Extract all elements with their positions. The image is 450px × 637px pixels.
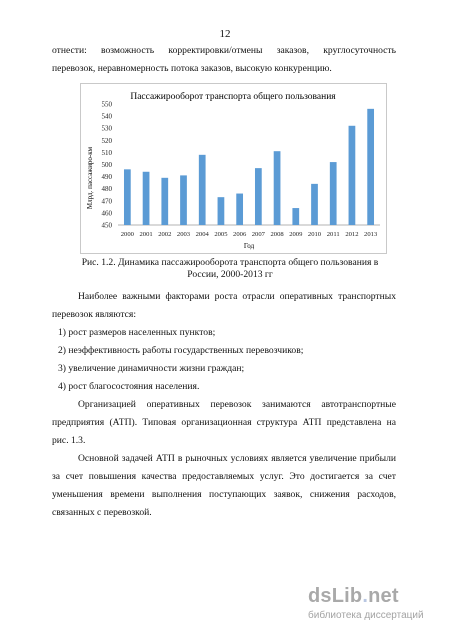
intro-line-2: перевозок, неравномерность потока заказов, высокую конкуренцию. [52, 63, 332, 74]
chart-bar [161, 178, 168, 225]
factors-paragraph [52, 288, 396, 324]
chart-bar [367, 109, 374, 225]
y-tick-label: 470 [101, 197, 112, 206]
factors-list [58, 324, 303, 396]
chart-bar [349, 126, 356, 225]
org-line-3: рис. 1.3. [52, 435, 86, 446]
x-tick-label: 2002 [158, 231, 172, 238]
intro-paragraph [52, 42, 396, 78]
y-tick-label: 550 [101, 100, 112, 109]
x-tick-label: 2003 [176, 231, 191, 238]
watermark-subtitle: библиотека диссертаций [308, 610, 424, 621]
y-tick-label: 520 [101, 136, 112, 145]
chart [80, 83, 387, 254]
x-tick-label: 2011 [326, 231, 340, 238]
figure-caption [70, 257, 390, 281]
y-tick-label: 490 [101, 173, 112, 182]
task-line-1: Основной задачей АТП в рыночных условиях является увеличение прибыли [78, 453, 396, 464]
x-tick-label: 2007 [251, 231, 265, 238]
task-paragraph [52, 450, 396, 522]
x-tick-label: 2000 [120, 231, 134, 238]
task-line-2: за счет повышения качества предоставляемых услуг. Это достигается за счет [52, 471, 396, 482]
x-tick-label: 2010 [307, 231, 322, 238]
x-tick-label: 2001 [139, 231, 153, 238]
x-tick-label: 2013 [364, 231, 378, 238]
watermark-logo [308, 585, 424, 608]
y-tick-label: 540 [101, 112, 112, 121]
y-tick-label: 530 [101, 124, 112, 133]
factors-line-1: Наиболее важными факторами роста отрасли оперативных транспортных [78, 291, 396, 302]
org-line-2: предприятия (АТП). Типовая организационная структура АТП представлена на [52, 417, 396, 428]
y-tick-label: 510 [101, 148, 112, 157]
intro-line-1: отнести: возможность корректировки/отмены заказов, круглосуточность [52, 45, 396, 56]
chart-title: Пассажирооборот транспорта общего пользования [130, 92, 336, 102]
watermark [308, 585, 424, 621]
task-line-4: связанных с перевозкой. [52, 507, 152, 518]
list-item: 3) увеличение динамичности жизни граждан; [58, 363, 245, 374]
chart-bar [143, 172, 150, 225]
chart-bar [218, 197, 225, 225]
x-tick-label: 2012 [345, 231, 359, 238]
chart-bar [292, 208, 299, 225]
y-axis-label: Млрд. пассажиро-км [86, 146, 94, 210]
task-line-3: уменьшения времени выполнения поступающих заявок, снижения расходов, [52, 489, 396, 500]
caption-line-1: Рис. 1.2. Динамика пассажирооборота транспорта общего пользования в [81, 257, 379, 268]
org-line-1: Организацией оперативных перевозок занимаются автотранспортные [78, 399, 396, 410]
factors-line-2: перевозок являются: [52, 309, 137, 320]
y-tick-label: 480 [101, 185, 112, 194]
caption-line-2: России, 2000-2013 гг [187, 269, 273, 280]
y-tick-label: 450 [101, 221, 112, 230]
chart-bar [311, 184, 318, 225]
chart-bar [255, 168, 262, 225]
chart-bar [180, 175, 187, 225]
chart-bar [274, 151, 281, 225]
y-tick-label: 500 [101, 161, 112, 169]
list-item: 4) рост благосостояния населения. [58, 381, 200, 392]
chart-bar [124, 169, 131, 225]
watermark-brand-right: net [368, 585, 399, 607]
y-tick-label: 460 [101, 209, 112, 218]
page-number: 12 [219, 28, 231, 40]
x-tick-label: 2009 [289, 231, 303, 238]
watermark-brand-left: dsLib [308, 585, 363, 607]
list-item: 2) неэффективность работы государственных перевозчиков; [58, 345, 304, 356]
list-item: 1) рост размеров населенных пунктов; [58, 327, 216, 338]
x-tick-label: 2005 [214, 231, 228, 238]
x-tick-label: 2004 [195, 231, 209, 238]
x-tick-label: 2008 [270, 231, 284, 238]
x-tick-label: 2006 [233, 231, 247, 238]
x-axis-label: Год [243, 242, 255, 250]
bar-chart-svg [81, 84, 386, 253]
org-paragraph [52, 396, 396, 450]
chart-bar [330, 162, 337, 225]
chart-bar [199, 155, 206, 225]
watermark-brand-dot: . [362, 585, 369, 607]
chart-bar [236, 194, 243, 225]
